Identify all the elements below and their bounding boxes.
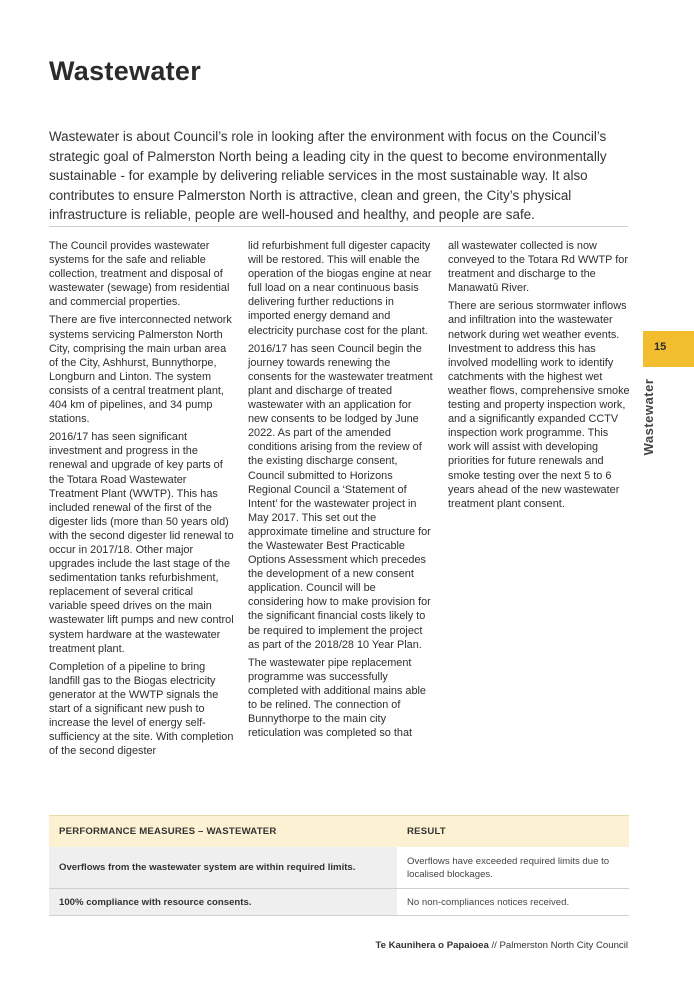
page-footer xyxy=(375,940,628,951)
performance-measures-table xyxy=(49,815,629,916)
measure-cell: 100% compliance with resource consents. xyxy=(49,889,397,916)
table-row xyxy=(49,847,629,889)
body-paragraph: all wastewater collected is now conveyed to the Totara Rd WWTP for treatment and discharge to the Manawatū River. xyxy=(448,240,628,295)
body-paragraph: The Council provides wastewater systems for the safe and reliable collection, treatment and disposal of wastewater (sewage) from residential and commercial properties. xyxy=(49,240,230,309)
page-number-tab xyxy=(643,331,694,367)
measure-cell: Overflows from the wastewater system are within required limits. xyxy=(49,847,397,889)
body-column-1 xyxy=(49,239,234,762)
body-column-2 xyxy=(248,239,433,744)
body-paragraph: 2016/17 has seen Council begin the journey towards renewing the consents for the wastewater treatment plant and discharge of treated wastewater with an application for new consents to be lodged by June 2022. As part of the amended conditions arising from the review of the existing discharge consent, Council submitted to Horizons Regional Council a ‘Statement of Intent’ for the wastewater project in May 2017. This set out the approximate timeline and structure for the Wastewater Best Practicable Options Assessment which precedes the development of a new consent application. Council will be considering how to make provision for the significant financial costs likely to be required to implement the project as part of the 2018/28 10 Year Plan. xyxy=(248,342,433,651)
intro-paragraph: Wastewater is about Council’s role in looking after the environment with focus on the Council’s strategic goal of Palmerston North being a leading city in the quest to become environmentally sustainable - for example by delivering reliable services in the most sustainable way. It also contributes to ensure Palmerston North is attractive, clean and green, the City’s physical infrastructure is reliable, people are well-housed and healthy, and people are safe. xyxy=(49,129,607,223)
page-title: Wastewater xyxy=(49,56,202,86)
section-side-label: Wastewater xyxy=(641,378,656,456)
body-paragraph: lid refurbishment full digester capacity will be restored. This will enable the operation of the biogas engine at near full load on a near continuous basis delivering further reductions in imported energy demand and electricity purchase cost for the plant. xyxy=(248,240,432,337)
body-paragraph: 2016/17 has seen significant investment and progress in the renewal and upgrade of key parts of the Totara Road Wastewater Treatment Plant (WWTP). This has included renewal of the first of the digester lids (more than 50 years old) with the second digester lid renewal to occur in 2017/18. Other major upgrades include the last stage of the sedimentation tanks refurbishment, replacement of several critical variable speed drives on the main wastewater lift pumps and new control system hardware at the wastewater treatment plant. xyxy=(49,431,234,655)
body-paragraph: The wastewater pipe replacement programme was successfully completed with additional mains able to be relined. The connection of Bunnythorpe to the main city reticulation was completed so that xyxy=(248,656,426,740)
footer-org-english: Palmerston North City Council xyxy=(499,940,628,951)
table-header-result: RESULT xyxy=(397,816,629,848)
footer-separator: // xyxy=(488,940,500,951)
table-header-measure: PERFORMANCE MEASURES – WASTEWATER xyxy=(49,816,397,848)
result-cell: Overflows have exceeded required limits due to localised blockages. xyxy=(397,847,629,889)
body-paragraph: Completion of a pipeline to bring landfill gas to the Biogas electricity generator at the WWTP signals the start of a significant new push to increase the level of energy self-sufficiency at the site. With completion of the second digester xyxy=(49,660,234,758)
body-column-3 xyxy=(448,239,633,515)
table-header-row xyxy=(49,816,629,848)
body-paragraph: There are five interconnected network systems servicing Palmerston North City, comprising the main urban area of the City, Ashhurst, Bunnythorpe, Longburn and Linton. The system consists of a central treatment plant, 404 km of pipelines, and 34 pump stations. xyxy=(49,314,232,426)
intro-divider xyxy=(49,226,628,227)
page-number: 15 xyxy=(654,341,667,353)
footer-org-maori: Te Kaunihera o Papaioea xyxy=(375,940,489,951)
table-row xyxy=(49,889,629,916)
body-paragraph: There are serious stormwater inflows and infiltration into the wastewater network during wet weather events. Investment to address this has involved modelling work to identify catchments with the highest wet weather flows, comprehensive smoke testing and property inspection work, and a significantly expanded CCTV inspection work programme. This work will assist with developing priorities for future renewals and smoke testing over the next 5 to 6 years ahead of the new wastewater treatment plant consent. xyxy=(448,300,630,510)
result-cell: No non-compliances notices received. xyxy=(397,889,629,916)
